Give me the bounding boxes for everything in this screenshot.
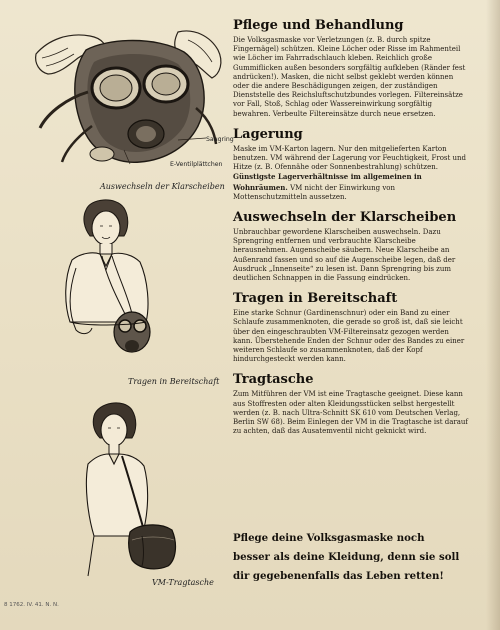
closing-line-3: dir gegebenenfalls das Leben retten! xyxy=(233,570,444,582)
mask-lens-illustration xyxy=(28,22,228,172)
closing-line-2: besser als deine Kleidung, denn sie soll xyxy=(233,551,460,563)
text-lagerung-bold: Günstigste Lagerverhältnisse im allgemeinen in Wohnräumen. xyxy=(233,172,422,192)
caption-fig1: Auswechseln der Klarscheiben xyxy=(100,182,225,191)
closing-appeal xyxy=(233,529,473,586)
text-tragen: Eine starke Schnur (Gardinenschnur) oder ein Band zu einer Schlaufe zusammenknoten, die gerade so groß ist, daß sie leicht über den eingeschraubten VM-Filtereinsatz gezogen werden kann. Überstehende Enden der Schnur oder des Bandes zu einer weiteren Schlaufe so zusammenknoten, daß der Kopf hindurchgesteckt werden kann. xyxy=(233,309,465,364)
heading-pflege: Pflege und Behandlung xyxy=(233,18,404,33)
heading-tragen: Tragen in Bereitschaft xyxy=(233,291,398,307)
section-tragen xyxy=(233,291,469,364)
woman-with-bag-illustration xyxy=(82,398,192,578)
text-pflege: Die Volksgasmaske vor Verletzungen (z. B. durch spitze Fingernägel) schützen. Kleine Löcher oder Risse im Rahmenteil wie Löcher im Fahrradschlauch kleben. Reichlich große Gummiflicken außen besonders sorgfältig aufkleben (Ränder fest andrücken!). Masken, die nicht selbst geklebt werden können oder die andere Beschädigungen zeigen, der zuständigen Dienststelle des Reichsluftschutzbundes vorlegen. Filtereinsätze vor Fall, Stoß, Schlag oder Wassereinwirkung sorgfältig bewahren. Verbeulte Filtereinsätze durch neue ersetzen. xyxy=(233,36,466,118)
section-lagerung xyxy=(233,127,469,202)
text-klarscheiben: Unbrauchbar gewordene Klarscheiben auswechseln. Dazu Sprengring entfernen und verbrauchte Klarscheibe herausnehmen. Augenscheibe säubern. Neue Klarscheibe an Außenrand fassen und so auf die Augenscheibe legen, daß der Ausdruck „Innenseite“ zu lesen ist. Dann Sprengring bis zum deutlichen Schnappen in die Fassung eindrücken. xyxy=(233,228,456,283)
label-saugring: Saugring xyxy=(206,136,234,143)
text-tragtasche: Zum Mitführen der VM ist eine Tragtasche geeignet. Diese kann aus Stoffresten oder alten Kleidungsstücken selbst hergestellt werden (z. B. nach Ultra-Schnitt SK 610 vom Deutschen Verlag, Berlin SW 68). Beim Einlegen der VM in die Tragtasche ist darauf zu achten, daß das Ausatemventil nicht geknickt wird. xyxy=(233,390,469,436)
caption-fig3: VM-Tragtasche xyxy=(152,578,214,587)
text-lagerung-part2: VM nicht der Einwirkung von Mottenschutzmitteln aussetzen. xyxy=(233,183,396,201)
text-lagerung xyxy=(233,145,469,202)
label-ventilplaettchen: E-Ventilplättchen xyxy=(170,161,223,168)
caption-fig2: Tragen in Bereitschaft xyxy=(128,377,220,386)
heading-klarscheiben: Auswechseln der Klarscheiben xyxy=(233,210,457,226)
instructions-column xyxy=(233,18,469,445)
illustration-column xyxy=(0,0,232,630)
section-tragtasche xyxy=(233,372,469,436)
closing-line-1: Pflege deine Volksgasmaske noch xyxy=(233,532,425,544)
section-pflege xyxy=(233,18,469,119)
heading-tragtasche: Tragtasche xyxy=(233,372,314,388)
page-edge-shadow xyxy=(486,0,500,630)
text-lagerung-part1: Maske im VM-Karton lagern. Nur den mitgelieferten Karton benutzen. VM während der Lagerung vor Feuchtigkeit, Frost und Hitze (z. B. Ofennähe oder Sonnenbestrahlung) schützen. xyxy=(233,144,467,172)
heading-lagerung: Lagerung xyxy=(233,126,303,142)
section-klarscheiben xyxy=(233,210,469,283)
woman-carrying-mask-illustration xyxy=(46,196,166,386)
print-code-footer: 8 1762. IV. 41. N. N. xyxy=(4,602,59,608)
